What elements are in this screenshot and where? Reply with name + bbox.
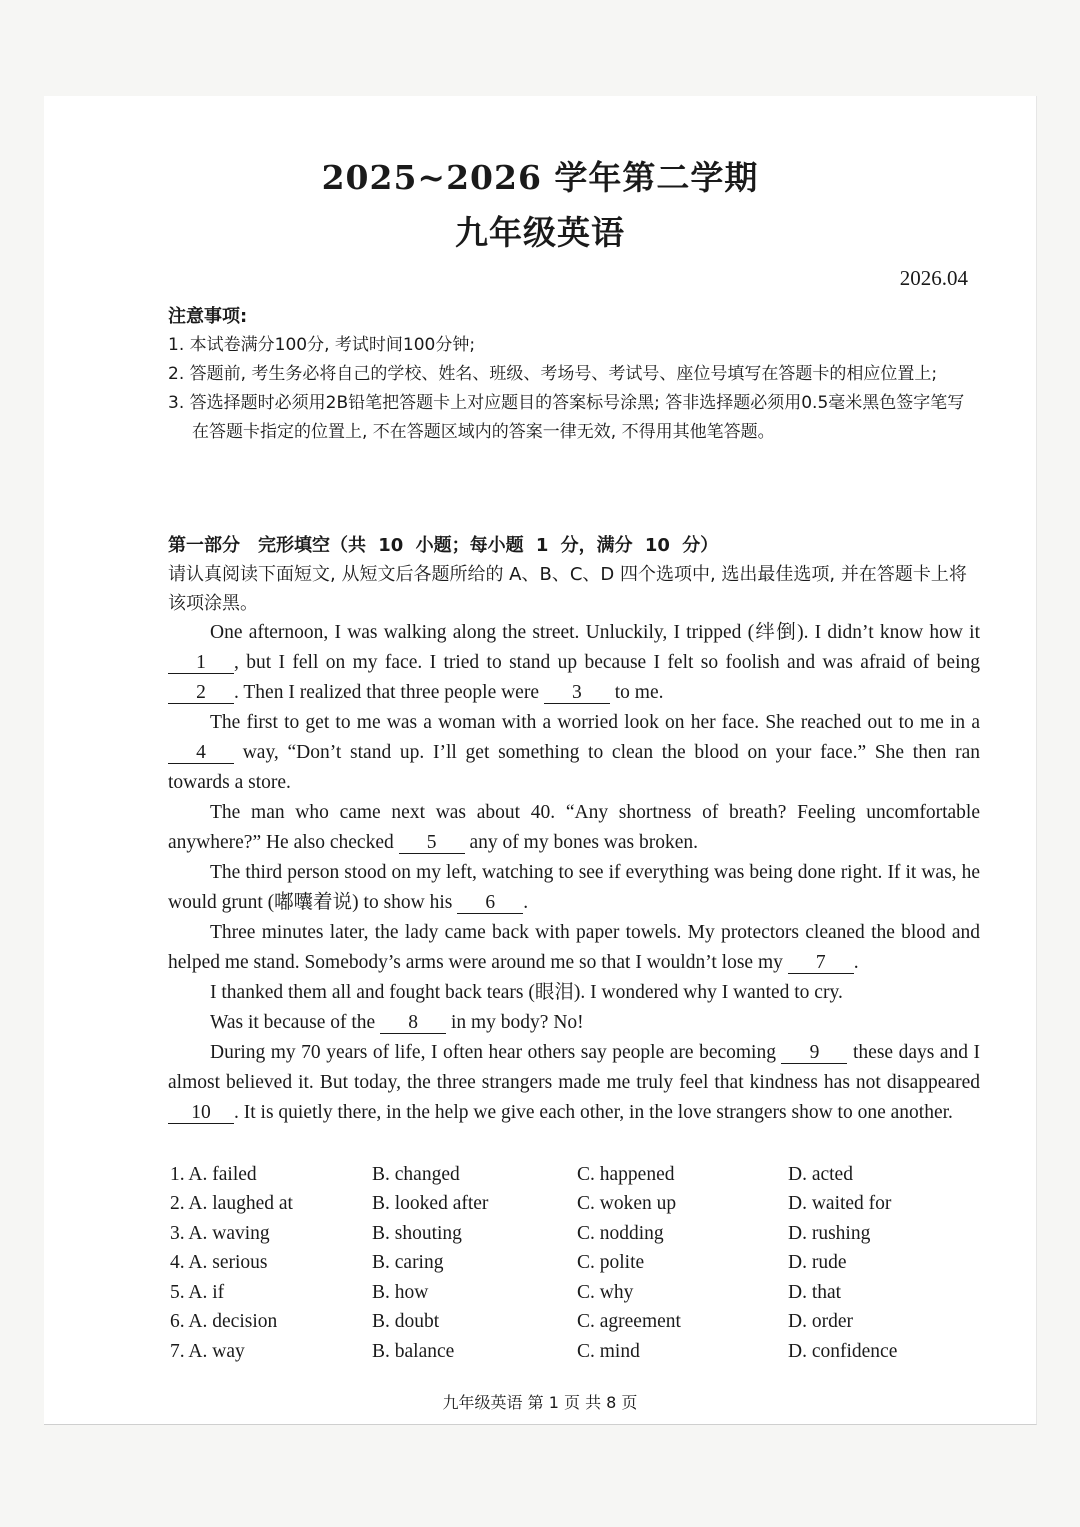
option-b: B. balance [372, 1340, 455, 1362]
passage-paragraph [168, 918, 980, 978]
passage-text: The first to get to me was a woman with a worried look on her face. She reached out to me in a [210, 712, 980, 733]
passage-text: . [523, 892, 529, 913]
option-b: B. changed [372, 1163, 460, 1185]
option-a: 2. A. laughed at [170, 1193, 293, 1215]
passage-paragraph [168, 1038, 980, 1128]
passage-text: these days and I almost believed it. But today, the three strangers made me truly feel that kindness has not disappeared [168, 1042, 980, 1093]
blank-7: 7 [788, 953, 854, 974]
passage-paragraph [168, 858, 980, 918]
option-c: C. happened [577, 1163, 675, 1185]
passage-text: any of my bones was broken. [464, 832, 699, 853]
blank-10: 10 [168, 1103, 234, 1124]
blank-3: 3 [544, 683, 610, 704]
passage-text: , but I fell on my face. I tried to stand up because I felt so foolish and was afraid of being [234, 652, 980, 673]
question-options-row [170, 1219, 930, 1249]
option-c: C. mind [577, 1340, 640, 1362]
passage-text: One afternoon, I was walking along the street. Unluckily, I tripped (绊倒). I didn’t know how it [210, 622, 980, 643]
question-options-row [170, 1249, 930, 1279]
question-options-row [170, 1278, 930, 1308]
option-d: D. waited for [788, 1193, 892, 1215]
cloze-passage [168, 618, 980, 1128]
option-c: C. nodding [577, 1222, 664, 1244]
exam-subject: 九年级英语 [455, 213, 625, 252]
part-one-instruction: 请认真阅读下面短文, 从短文后各题所给的 A、B、C、D 四个选项中, 选出最佳选项, 并在答题卡上将该项涂黑。 [168, 564, 967, 614]
passage-text: Three minutes later, the lady came back with paper towels. My protectors cleaned the blood and helped me stand. Somebody’s arms were around me so that I wouldn’t lose my [168, 922, 980, 973]
passage-paragraph [168, 618, 980, 708]
option-a: 6. A. decision [170, 1311, 278, 1333]
option-c: C. why [577, 1281, 634, 1303]
passage-text: . It is quietly there, in the help we give each other, in the love strangers show to one another. [234, 1102, 953, 1123]
blank-2: 2 [168, 683, 234, 704]
blank-1: 1 [168, 653, 234, 674]
option-d: D. confidence [788, 1340, 898, 1362]
blank-5: 5 [399, 833, 465, 854]
question-options-row [170, 1190, 930, 1220]
passage-paragraph [168, 708, 980, 798]
option-c: C. woken up [577, 1193, 677, 1215]
part-one-title: 第一部分 完形填空（共 10 小题；每小题 1 分，满分 10 分） [168, 535, 719, 556]
passage-text: During my 70 years of life, I often hear others say people are becoming [210, 1042, 782, 1063]
answer-options [170, 1160, 930, 1367]
passage-text: The man who came next was about 40. “Any shortness of breath? Feeling uncomfortable anywhere?” He also checked [168, 802, 980, 853]
part-one-section [168, 531, 980, 1128]
option-c: C. polite [577, 1252, 645, 1274]
passage-paragraph [168, 798, 980, 858]
passage-text: The third person stood on my left, watching to see if everything was being done right. If it was, he would grunt (嘟囔着说) to show his [168, 862, 980, 913]
option-d: D. acted [788, 1163, 853, 1185]
option-d: D. rude [788, 1252, 847, 1274]
exam-date: 2026.04 [899, 266, 968, 290]
option-d: D. order [788, 1311, 853, 1333]
blank-9: 9 [781, 1043, 847, 1064]
option-d: D. rushing [788, 1222, 871, 1244]
question-options-row [170, 1160, 930, 1190]
question-options-row [170, 1308, 930, 1338]
option-b: B. how [372, 1281, 429, 1303]
page-footer: 九年级英语 第 1 页 共 8 页 [442, 1393, 638, 1412]
option-d: D. that [788, 1281, 842, 1303]
option-b: B. caring [372, 1252, 444, 1274]
notice-section [168, 302, 968, 447]
notice-item: 3. 答选择题时必须用2B铅笔把答题卡上对应题目的答案标号涂黑; 答非选择题必须用0.5毫米黑色签字笔写在答题卡指定的位置上, 不在答题区域内的答案一律无效, 不得用其他笔答题。 [168, 393, 965, 442]
option-b: B. looked after [372, 1193, 489, 1215]
question-options-row [170, 1337, 930, 1367]
passage-paragraph [168, 1008, 980, 1038]
exam-title: 2025~2026 学年第二学期 [321, 158, 759, 197]
option-b: B. shouting [372, 1222, 462, 1244]
option-a: 1. A. failed [170, 1163, 257, 1185]
option-a: 4. A. serious [170, 1252, 268, 1274]
notice-item: 2. 答题前, 考生务必将自己的学校、姓名、班级、考场号、考试号、座位号填写在答题卡的相应位置上; [168, 364, 938, 384]
notice-item: 1. 本试卷满分100分, 考试时间100分钟; [168, 335, 476, 355]
blank-4: 4 [168, 743, 234, 764]
blank-6: 6 [457, 893, 523, 914]
option-b: B. doubt [372, 1311, 440, 1333]
passage-text: Was it because of the [210, 1012, 381, 1033]
passage-text: . [853, 952, 859, 973]
passage-text: . Then I realized that three people were [234, 682, 544, 703]
passage-text: in my body? No! [446, 1012, 584, 1033]
passage-text: to me. [609, 682, 664, 703]
passage-text: way, “Don’t stand up. I’ll get something to clean the blood on your face.” She then ran towards a store. [168, 742, 980, 793]
passage-paragraph: I thanked them all and fought back tears (眼泪). I wondered why I wanted to cry. [210, 982, 843, 1003]
option-a: 3. A. waving [170, 1222, 270, 1244]
option-a: 5. A. if [170, 1281, 225, 1303]
notice-heading: 注意事项: [168, 306, 248, 327]
option-a: 7. A. way [170, 1340, 245, 1362]
blank-8: 8 [380, 1013, 446, 1034]
option-c: C. agreement [577, 1311, 681, 1333]
